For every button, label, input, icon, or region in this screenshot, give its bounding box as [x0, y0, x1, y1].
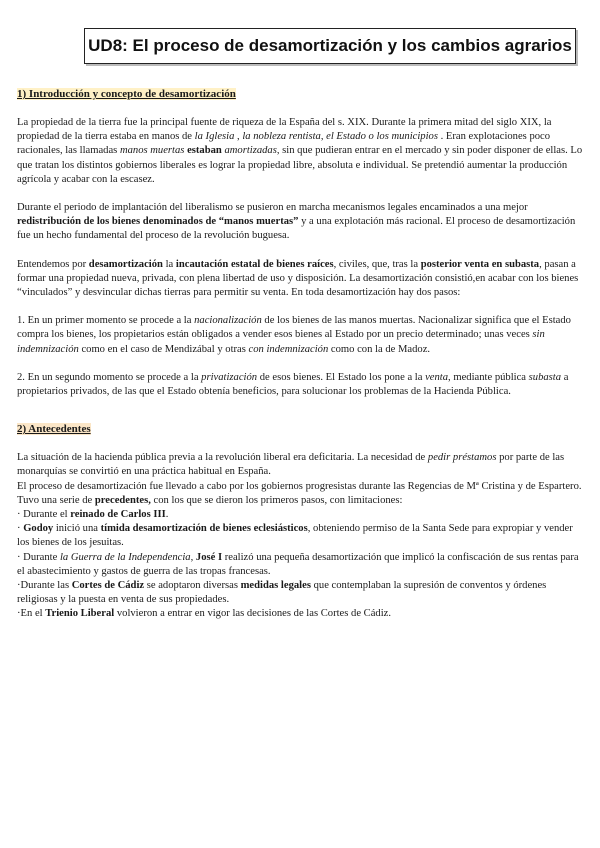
bold-text: redistribución de los bienes denominados de “manos muertas”: [17, 216, 299, 228]
text-run: La propiedad de la tierra fue la principal fuente de riqueza de la España del s. XIX.: [17, 117, 369, 128]
document-body: [17, 84, 585, 622]
italic-text: con indemnización: [248, 343, 329, 355]
italic-text: la nobleza rentista: [242, 131, 321, 143]
text-run: , pasan a formar una propiedad nueva, privada, con plena libertad de uso y disposición. La desamortización consistió,en acabar con los bienes “vinculados” y desvincular dichas tierras para permitir su venta. En toda desamortización hay dos pasos:: [17, 258, 579, 299]
text-run: por parte de las monarquías se convirtió en una práctica habitual en España.: [17, 452, 565, 478]
text-run: inició una: [53, 523, 101, 535]
text-run: . Eran explotaciones poco racionales, las llamadas: [17, 131, 551, 157]
text-run: , mediante pública: [448, 371, 529, 383]
text-run: · Durante el: [17, 509, 71, 521]
text-run: que contemplaban la supresión de conventos y órdenes religiosas y la puesta en venta de sus propiedades.: [17, 580, 547, 606]
text-run: y a una explotación más racional. El proceso de desamortización fue un hecho fundamental del proceso de la revolución buguesa.: [17, 216, 576, 242]
text-run: como en el caso de Mendizábal y otras: [78, 343, 249, 355]
list-item: [17, 551, 585, 579]
italic-text: pedir préstamos: [427, 452, 497, 464]
document-title: UD8: El proceso de desamortización y los cambios agrarios: [88, 36, 572, 55]
list-item: [17, 508, 585, 522]
paragraph: [17, 116, 585, 187]
text-run: ·: [17, 523, 24, 535]
italic-text: la Guerra de la Independencia,: [59, 551, 194, 563]
italic-text: nacionalización: [194, 315, 262, 327]
bold-text: Cortes de Cádiz: [71, 580, 145, 592]
bold-text: Trienio Liberal: [45, 608, 115, 620]
italic-text: sin indemnización: [17, 329, 545, 355]
bold-text: posterior venta en subasta: [420, 258, 540, 270]
text-run: 2. En un segundo momento se procede a la: [17, 371, 202, 383]
bold-text: medidas legales: [240, 580, 311, 592]
bold-text: José I: [195, 551, 223, 563]
paragraph: [17, 258, 585, 301]
text-run: , sin que pudieran entrar en el mercado y sin poder disponer de ellas. Lo que tratan los distintos gobiernos liberales es lograr la propiedad libre, absoluta e individual. Se pretendió aumentar la producción agrícola y acabar con la escasez.: [17, 145, 583, 185]
text-run: El proceso de desamortización fue llevado a cabo por los gobiernos progresistas durante las Regencias de Mª Cristina y de Espartero. Tuvo una serie de: [17, 480, 582, 506]
bold-text: Godoy: [23, 523, 54, 535]
list-item: [17, 607, 585, 621]
text-run: , obteniendo permiso de la Santa Sede para expropiar y vender los bienes de los jesuitas.: [17, 523, 573, 549]
paragraph: [17, 451, 585, 479]
section-heading-introduccion: 1) Introducción y concepto de desamortización: [17, 88, 236, 100]
bold-text: tímida desamortización de bienes eclesiásticos: [100, 523, 308, 535]
text-run: con los que se dieron los primeros pasos, con limitaciones:: [150, 494, 403, 506]
text-run: .: [165, 509, 169, 521]
text-run: la: [162, 258, 176, 270]
bold-text: incautación estatal de bienes raíces: [175, 258, 334, 270]
text-run: de los bienes de las manos muertas. Nacionalizar significa que el Estado compra los bienes, los propietarios están obligados a vender esos bienes al Estado por un precio determinado; unas veces: [17, 315, 571, 341]
italic-text: el Estado o los municipios: [326, 131, 438, 143]
text-run: Durante el periodo de implantación del liberalismo se pusieron en marcha mecanismos legales encaminados a una mejor: [17, 202, 528, 214]
text-run: Durante la primera mitad del siglo XIX, la propiedad de la tierra estaba en manos de: [17, 117, 552, 143]
text-run: ,: [320, 131, 327, 143]
bold-text: desamortización: [88, 258, 163, 270]
italic-text: amortizadas: [224, 145, 277, 157]
italic-text: venta: [425, 371, 449, 383]
text-run: Entendemos por: [17, 258, 89, 270]
paragraph: [17, 371, 585, 399]
section-heading-antecedentes: 2) Antecedentes: [17, 423, 91, 436]
text-run: · Durante: [17, 551, 60, 563]
antecedentes-list: [17, 508, 585, 622]
list-item: [17, 579, 585, 607]
italic-text: la Iglesia: [194, 131, 235, 143]
bold-text: estaban: [187, 145, 222, 157]
text-run: se adoptaron diversas: [144, 580, 241, 592]
bold-text: reinado de Carlos III: [70, 509, 166, 521]
text-run: como con la de Madoz.: [328, 343, 431, 355]
title-box: [84, 28, 576, 64]
text-run: 1. En un primer momento se procede a la: [17, 315, 195, 327]
paragraph: [17, 314, 585, 357]
paragraph: [17, 201, 585, 244]
text-run: , civiles, que, tras la: [333, 258, 421, 270]
italic-text: privatización: [201, 371, 258, 383]
bold-text: precedentes,: [94, 494, 151, 506]
text-run: de esos bienes. El Estado los pone a la: [257, 371, 426, 383]
text-run: La situación de la hacienda pública previa a la revolución liberal era deficitaria. La necesidad de: [17, 452, 428, 464]
text-run: ·En el: [17, 608, 46, 620]
italic-text: subasta: [528, 371, 562, 383]
text-run: ,: [234, 131, 243, 143]
text-run: realizó una pequeña desamortización que implicó la confiscación de sus rentas para el abastecimiento y gastos de guerra de las tropas francesas.: [17, 551, 579, 577]
italic-text: manos muertas: [119, 145, 185, 157]
list-item: [17, 522, 585, 550]
paragraph: [17, 480, 585, 508]
text-run: volvieron a entrar en vigor las decisiones de las Cortes de Cádiz.: [114, 608, 392, 620]
text-run: a propietarios privados, de las que el Estado obtenía beneficios, para solucionar los problemas de la Hacienda Pública.: [17, 371, 569, 398]
text-run: ·Durante las: [17, 580, 72, 592]
